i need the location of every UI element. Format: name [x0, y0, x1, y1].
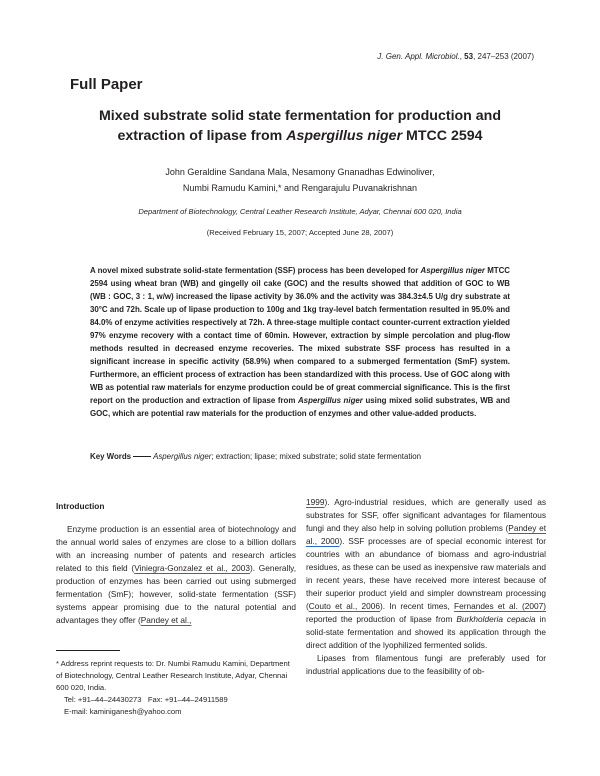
keywords-dash	[133, 456, 151, 457]
right-column	[306, 496, 546, 678]
keywords-list: ; extraction; lipase; mixed substrate; solid state fermentation	[211, 452, 422, 461]
title-line1: Mixed substrate solid state fermentation for production and	[98, 108, 502, 124]
abstract	[90, 264, 510, 420]
footnote-rule	[56, 650, 120, 651]
abstract-organism-2: Aspergillus niger	[297, 396, 363, 405]
authors-line2: Numbi Ramudu Kamini,* and Rengarajulu Puvanakrishnan	[182, 183, 418, 193]
title-line2-post: MTCC 2594	[402, 128, 483, 144]
journal-citation: J. Gen. Appl. Microbiol., 53, 247–253 (2007)	[377, 52, 534, 61]
intro-text-b: ). Generally, production of enzymes has been carried out using submerged fermentation (SmF); however, solid-state fermentation (SSF) systems appear promising due to the natural potential and advantages they offer (	[56, 563, 296, 625]
abstract-text-1: A novel mixed substrate solid-state fermentation (SSF) process has been developed for	[90, 266, 421, 275]
intro-paragraph-1-right	[306, 496, 546, 652]
received-dates: (Received February 15, 2007; Accepted June 28, 2007)	[206, 228, 394, 237]
intro-text-d: ). SSF processes are of special economic interest for countries with an abundance of biomass and agro-industrial residues, as these can be used as inexpensive raw materials and in recent years, these have received more interest because of their superior product yield and simpler downstream processing (	[306, 536, 546, 611]
abstract-text-3: using mixed solid substrates, WB and GOC, which are potential raw materials for the production of enzymes and other value-added products.	[90, 396, 511, 418]
ref-fernandes-2007[interactable]: Fernandes et al. (2007)	[454, 601, 546, 611]
intro-text-a: Enzyme production is an essential area of biotechnology and the annual world sales of enzymes are close to a billion dollars with an increasing number of patents and research articles related to this field (	[56, 524, 296, 573]
keywords-organism: Aspergillus niger	[153, 452, 212, 461]
footnote	[56, 658, 296, 718]
affiliation: Department of Biotechnology, Central Leather Research Institute, Adyar, Chennai 600 020, India	[138, 207, 462, 216]
intro-organism-burkholderia: Burkholderia cepacia	[456, 614, 536, 624]
footnote-address: * Address reprint requests to: Dr. Numbi Ramudu Kamini, Department of Biotechnology, Central Leather Research Institute, Adyar, Chennai 600 020, India.	[56, 659, 290, 692]
ref-pandey-2000[interactable]: Pandey et al., 2000	[306, 523, 546, 546]
paper-title	[70, 106, 530, 146]
section-type: Full Paper	[70, 76, 143, 93]
ref-viniegra-gonzalez[interactable]: Viniegra-Gonzalez et al., 2003	[134, 563, 250, 573]
abstract-text-2: MTCC 2594 using wheat bran (WB) and gingelly oil cake (GOC) and the results showed that addition of GOC to WB (WB : GOC, 3 : 1, w/w) increased the lipase activity by 36.0% and the activity was 384.3±4.5 U/g dry substrate at 30°C and 72h. Scale up of lipase production to 100g and 1kg tray-level batch fermentation resulted in 95.0% and 84.0% of enzyme activities respectively at 72h. A three-stage multiple contact counter-current extraction yielded 97% enzyme recovery with a contact time of 60min. However, extraction by simple percolation and plug-flow methods resulted in decreased enzyme recoveries. The mixed substrate SSF process has resulted in a significant increase in specific activity (58.9%) when compared to a submerged fermentation (SmF) system. Furthermore, an efficient process of extraction has been standardized with this process. Use of GOC along with WB as potential raw materials for enzyme production could be of great commercial significance. This is the first report on the production and extraction of lipase from	[90, 266, 510, 405]
intro-text-f: reported the production of lipase from	[306, 614, 457, 624]
footnote-tel: Tel: +91–44–24430273	[64, 695, 142, 704]
journal-volume: 53	[464, 52, 474, 61]
journal-pages-year: , 247–253 (2007)	[473, 52, 534, 61]
title-line2-pre: extraction of lipase from	[117, 128, 287, 144]
keywords-label: Key Words	[90, 452, 132, 461]
intro-text-g: in solid-state fermentation and showed its application through the direct addition of the lyophilized fermented solids.	[306, 614, 547, 650]
footnote-phone	[56, 694, 296, 706]
intro-text-c: ). Agro-industrial residues, which are generally used as substrates for SSF, offer significant advantages for filamentous fungi and they also help in solving pollution problems (	[306, 497, 546, 533]
authors-line1: John Geraldine Sandana Mala, Nesamony Gnanadhas Edwinoliver,	[165, 167, 435, 177]
ref-couto-2006[interactable]: Couto et al., 2006	[308, 601, 380, 611]
title-organism: Aspergillus niger	[286, 128, 403, 144]
introduction-heading: Introduction	[56, 501, 105, 511]
intro-paragraph-1-left	[56, 523, 296, 627]
footnote-email: E-mail: kaminiganesh@yahoo.com	[64, 707, 182, 716]
keywords	[90, 452, 510, 461]
abstract-organism-1: Aspergillus niger	[420, 266, 485, 275]
ref-pandey-1999-part2[interactable]: 1999	[306, 497, 325, 507]
footnote-fax: Fax: +91–44–24911589	[147, 695, 228, 704]
intro-paragraph-2: Lipases from filamentous fungi are preferably used for industrial applications due to the feasibility of ob-	[306, 653, 546, 676]
ref-pandey-1999-part1[interactable]: Pandey et al.,	[140, 615, 192, 625]
left-column	[56, 500, 296, 627]
journal-name: J. Gen. Appl. Microbiol.	[377, 52, 460, 61]
author-list	[70, 164, 530, 196]
intro-text-e: ). In recent times,	[380, 601, 455, 611]
